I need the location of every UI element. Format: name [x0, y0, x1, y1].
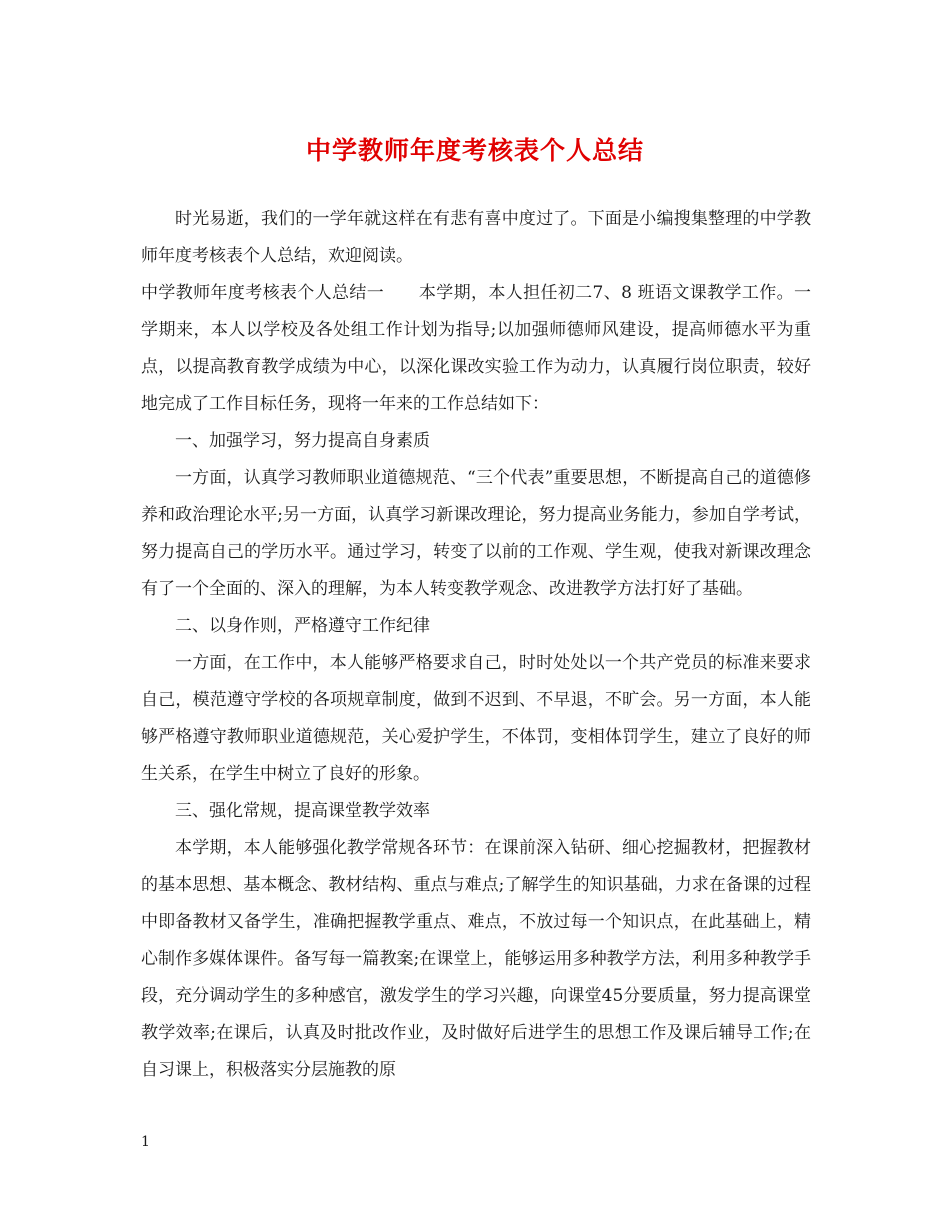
- document-title: 中学教师年度考核表个人总结: [305, 136, 644, 165]
- page-number: 1: [141, 1134, 150, 1150]
- section-1-paragraph: 一方面，认真学习教师职业道德规范、“三个代表”重要思想，不断提高自己的道德修养和政治理论水平;另一方面，认真学习新课改理论，努力提高业务能力，参加自学考试，努力提高自己的学历水平。通过学习，转变了以前的工作观、学生观，使我对新课改理念有了一个全面的、深入的理解，为本人转变教学观念、改进教学方法打好了基础。: [141, 468, 811, 599]
- section-heading-3: 三、强化常规，提高课堂教学效率: [175, 801, 430, 821]
- section-2-paragraph: 一方面，在工作中，本人能够严格要求自己，时时处处以一个共产党员的标准来要求自己，模范遵守学校的各项规章制度，做到不迟到、不早退，不旷会。另一方面，本人能够严格遵守教师职业道德规范，关心爱护学生，不体罚，变相体罚学生，建立了良好的师生关系，在学生中树立了良好的形象。: [141, 653, 811, 784]
- document-body: [141, 201, 811, 1089]
- section-3-paragraph: 本学期，本人能够强化教学常规各环节：在课前深入钻研、细心挖掘教材，把握教材的基本思想、基本概念、教材结构、重点与难点;了解学生的知识基础，力求在备课的过程中即备教材又备学生，准确把握教学重点、难点，不放过每一个知识点，在此基础上，精心制作多媒体课件。备写每一篇教案;在课堂上，能够运用多种教学方法，利用多种教学手段，充分调动学生的多种感官，激发学生的学习兴趣，向课堂45分要质量，努力提高课堂教学效率;在课后，认真及时批改作业，及时做好后进学生的思想工作及课后辅导工作;在自习课上，积极落实分层施教的原: [141, 838, 811, 1080]
- intro-paragraph: 时光易逝，我们的一学年就这样在有悲有喜中度过了。下面是小编搜集整理的中学教师年度考核表个人总结，欢迎阅读。: [141, 209, 811, 266]
- section-heading-2: 二、以身作则，严格遵守工作纪律: [175, 616, 430, 636]
- section-heading-1: 一、加强学习，努力提高自身素质: [175, 431, 430, 451]
- summary-one-paragraph: 中学教师年度考核表个人总结一 本学期，本人担任初二7、8 班语文课教学工作。一学期来，本人以学校及各处组工作计划为指导;以加强师德师风建设，提高师德水平为重点，以提高教育教学成绩为中心，以深化课改实验工作为动力，认真履行岗位职责，较好地完成了工作目标任务，现将一年来的工作总结如下：: [141, 283, 811, 414]
